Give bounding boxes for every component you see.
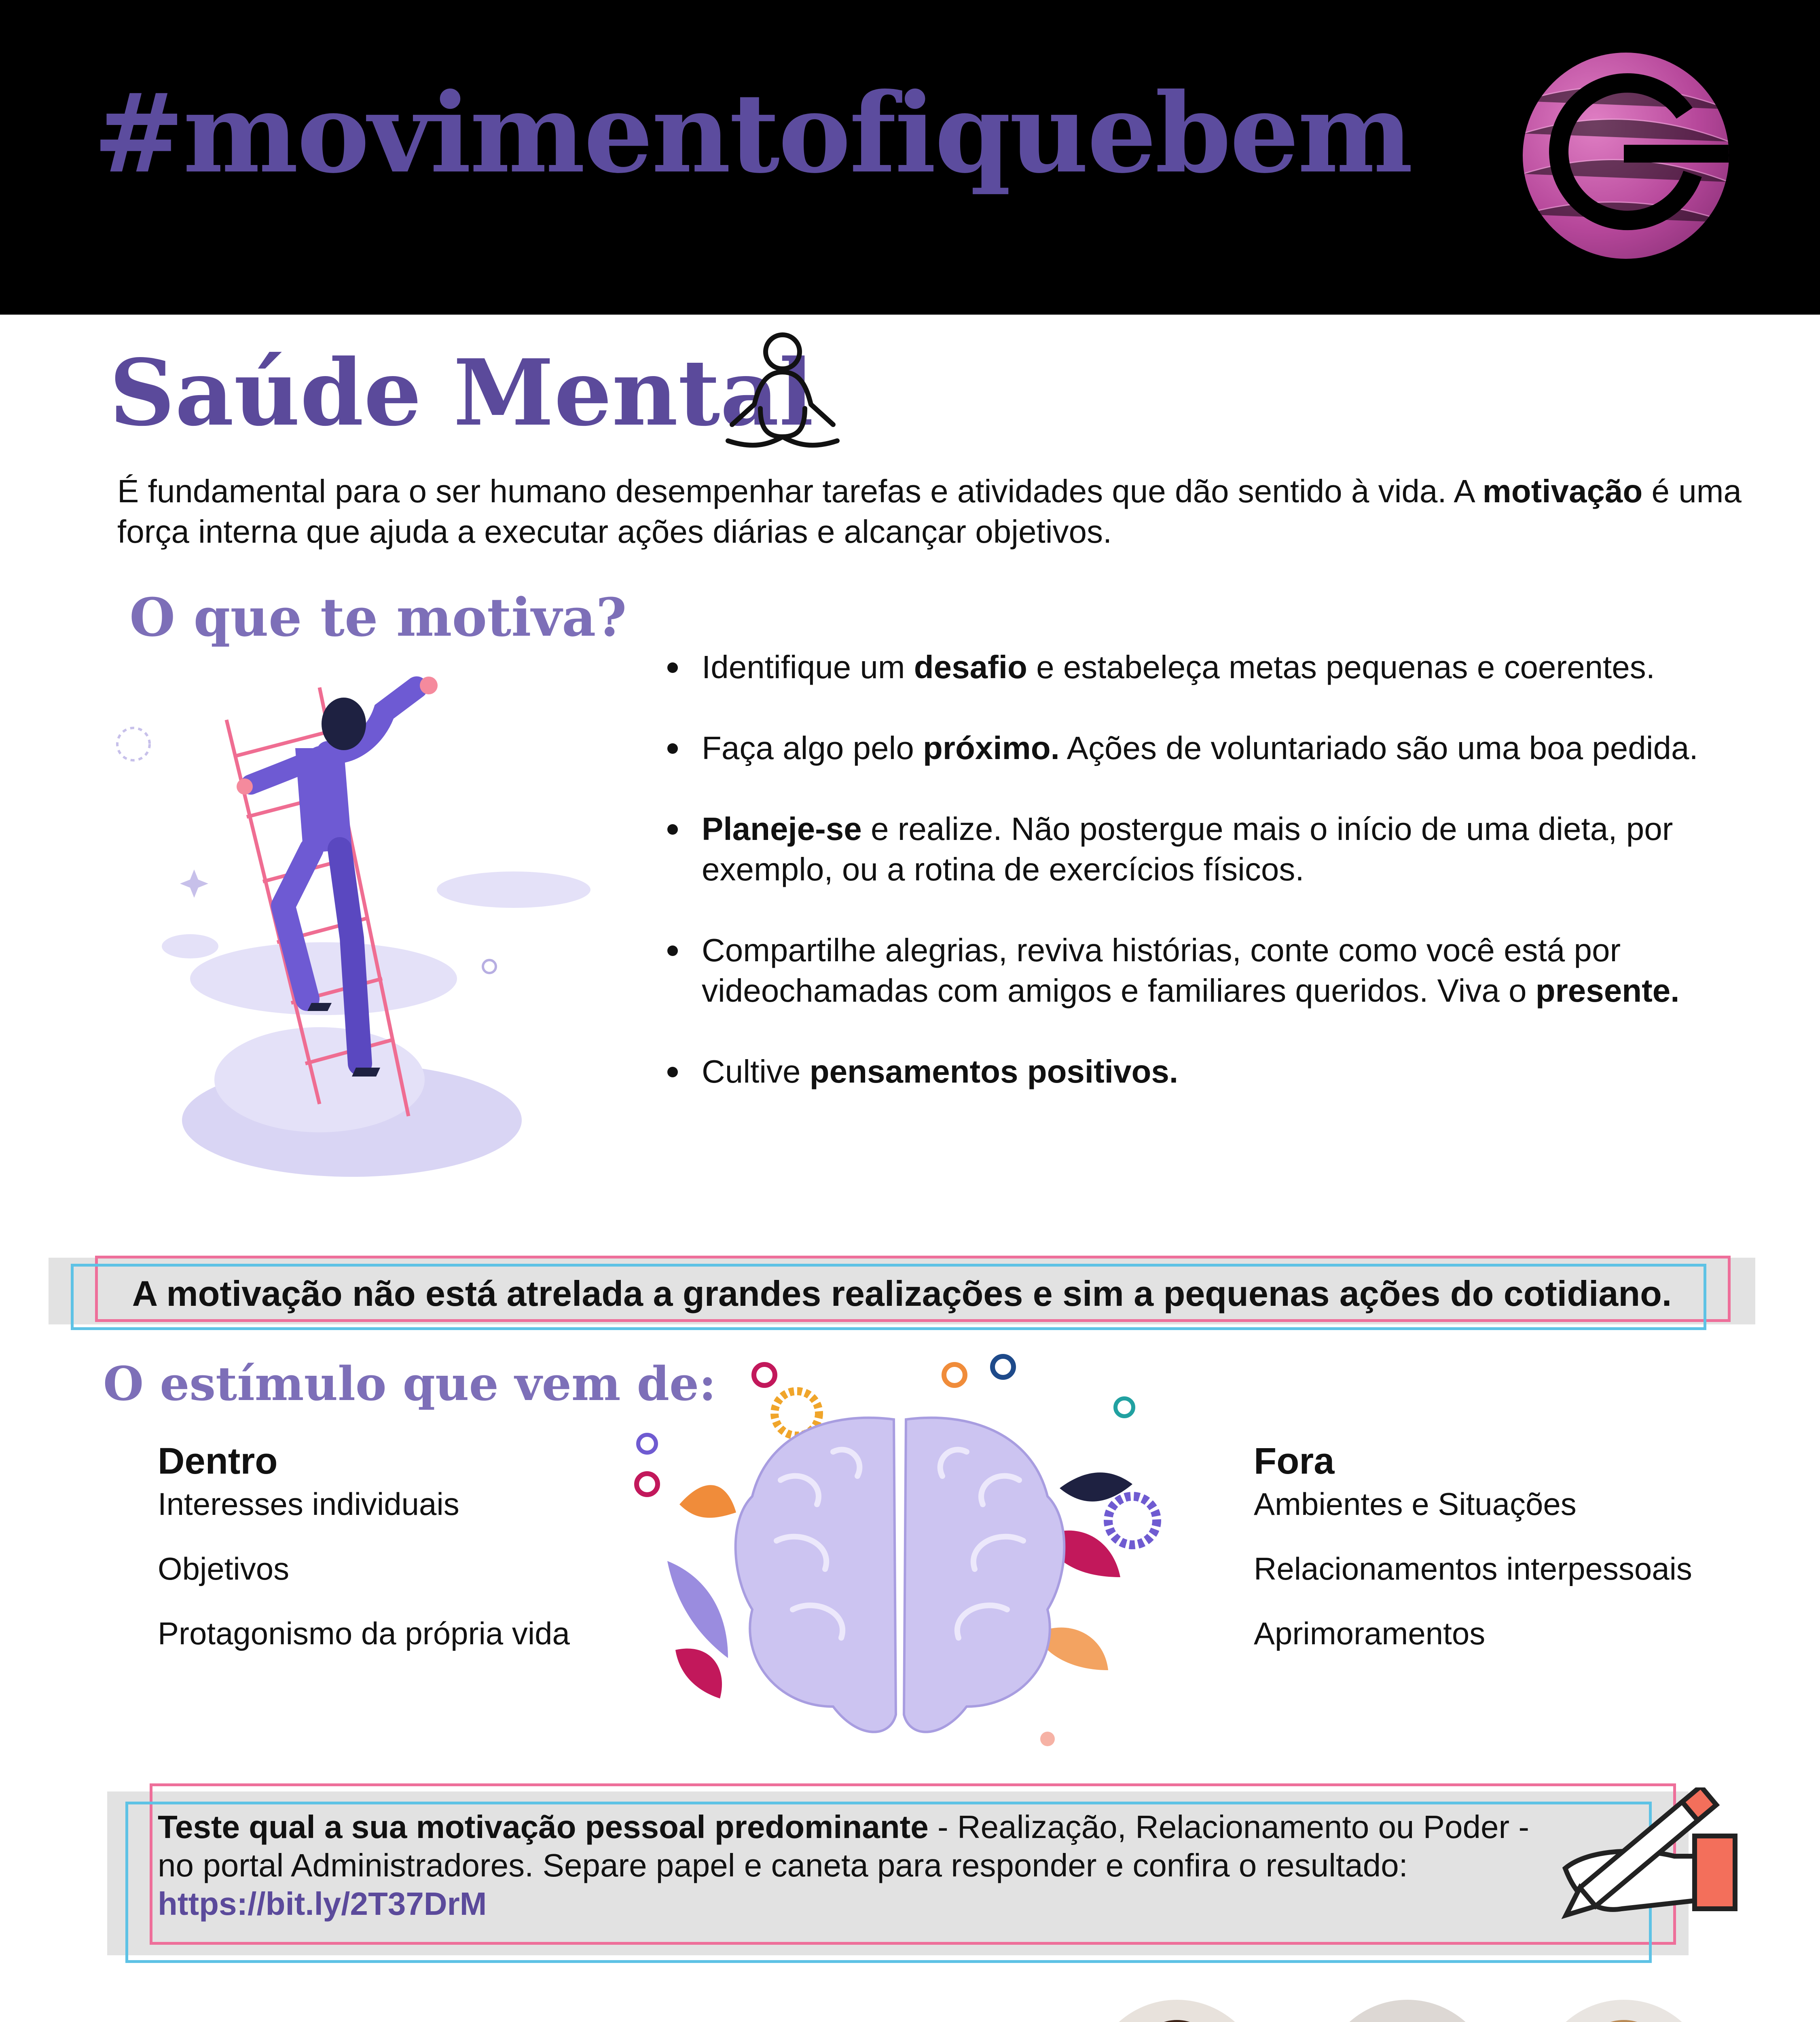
hashtag-title: #movimentofiquebem — [93, 69, 1412, 197]
inside-column — [158, 1442, 570, 1679]
person-photo[interactable] — [1537, 2000, 1711, 2022]
list-item: Interesses individuais — [158, 1486, 459, 1522]
list-item: Cultive pensamentos positivos. — [667, 1051, 1759, 1092]
list-item: Faça algo pelo próximo. Ações de voluntariado são uma boa pedida. — [667, 728, 1759, 768]
outside-column — [1254, 1442, 1692, 1679]
climber-illustration — [93, 663, 619, 1191]
section-title: Saúde Mental — [109, 340, 814, 446]
list-item: Protagonismo da própria vida — [158, 1616, 570, 1651]
list-item: Objetivos — [158, 1551, 290, 1586]
person-photo[interactable] — [1321, 2000, 1494, 2022]
stimulus-heading: O estímulo que vem de: — [103, 1357, 716, 1411]
list-item: Aprimoramentos — [1254, 1616, 1486, 1651]
person-card-diogo[interactable] — [1321, 2000, 1494, 2022]
givaudan-logo — [1523, 53, 1729, 259]
inside-title: Dentro — [158, 1440, 278, 1482]
outside-title: Fora — [1254, 1440, 1335, 1482]
motivation-heading: O que te motiva? — [129, 586, 627, 648]
meditation-icon — [716, 328, 849, 463]
motivation-tips — [667, 647, 1759, 1132]
brain-illustration — [607, 1351, 1193, 1777]
intro-paragraph: É fundamental para o ser humano desempenhar tarefas e atividades que dão sentido à vida. A motivação é uma força interna que ajuda a executar ações diárias e alcançar objetivos. — [117, 473, 1742, 550]
list-item: Identifique um desafio e estabeleça metas pequenas e coerentes. — [667, 647, 1759, 687]
person-card-maira[interactable] — [1090, 2000, 1264, 2022]
test-text: Teste qual a sua motivação pessoal predominante - Realização, Relacionamento ou Poder - no portal Administradores. Separe papel e caneta para responder e confira o resultado: https://bit.ly/2T37DrM — [158, 1809, 1530, 1922]
person-card-natalia[interactable] — [1537, 2000, 1711, 2022]
list-item: Planeje-se e realize. Não postergue mais o início de uma dieta, por exemplo, ou a rotina de exercícios físicos. — [667, 809, 1759, 890]
person-photo[interactable] — [1090, 2000, 1264, 2022]
pencil-hand-icon — [1541, 1787, 1751, 1951]
banner-text: A motivação não está atrelada a grandes realizações e sim a pequenas ações do cotidiano. — [132, 1273, 1672, 1313]
list-item: Relacionamentos interpessoais — [1254, 1551, 1692, 1586]
test-link[interactable]: https://bit.ly/2T37DrM — [158, 1886, 487, 1922]
tips-list — [667, 647, 1759, 1092]
header-bar — [0, 0, 1820, 315]
list-item: Compartilhe alegrias, reviva histórias, conte como você está por videochamadas com amigos e familiares queridos. Viva o presente. — [667, 930, 1759, 1011]
list-item: Ambientes e Situações — [1254, 1486, 1577, 1522]
